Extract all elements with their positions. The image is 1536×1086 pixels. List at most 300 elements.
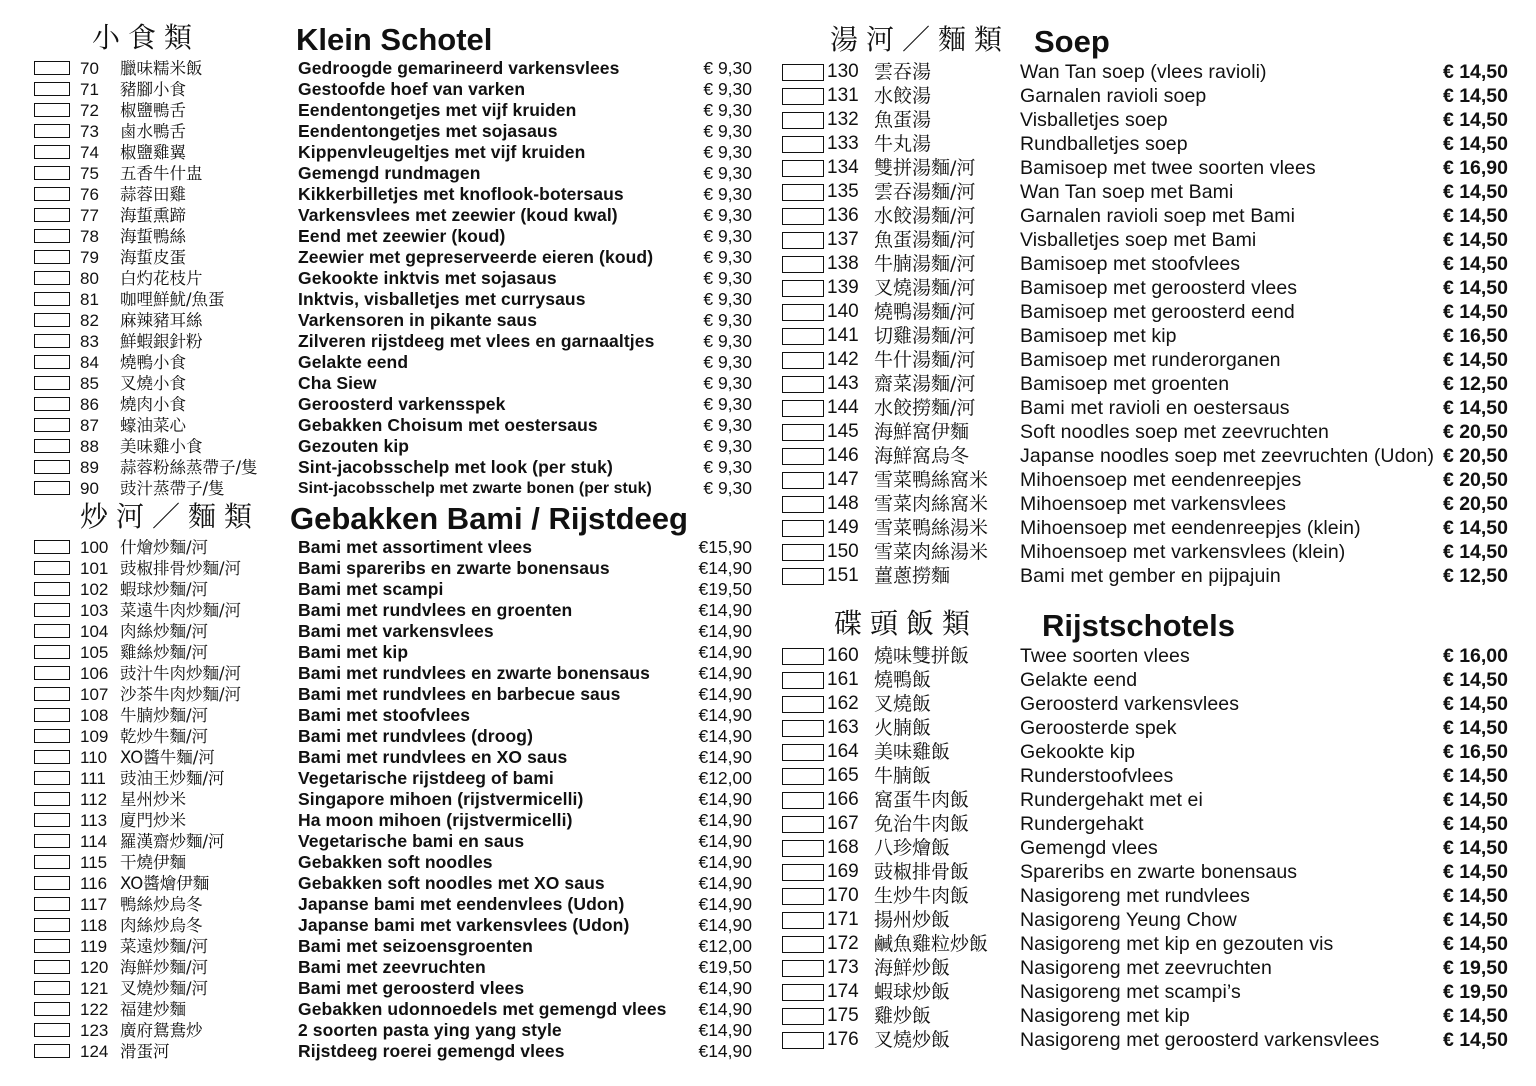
item-name-zh: 燒鴨飯: [874, 669, 932, 691]
item-number: 81: [80, 290, 99, 309]
item-name-zh: 雪菜鴨絲湯米: [874, 517, 989, 539]
order-checkbox[interactable]: [34, 687, 70, 701]
order-checkbox[interactable]: [782, 696, 824, 713]
item-price: € 14,50: [1442, 301, 1508, 323]
menu-item-104: [34, 621, 756, 642]
item-number: 75: [80, 164, 99, 183]
order-checkbox[interactable]: [34, 708, 70, 722]
item-name-nl: Nasigoreng met kip en gezouten vis: [1020, 933, 1334, 955]
menu-item-170: [782, 884, 1512, 908]
item-price: € 14,50: [1442, 541, 1508, 563]
menu-item-165: [782, 764, 1512, 788]
item-price: € 14,50: [1442, 133, 1508, 155]
item-price: € 9,30: [703, 310, 752, 330]
item-name-zh: 沙茶牛肉炒麵/河: [120, 685, 242, 704]
order-checkbox[interactable]: [34, 397, 70, 411]
order-checkbox[interactable]: [34, 561, 70, 575]
item-name-zh: 雪菜鴨絲窩米: [874, 469, 989, 491]
order-checkbox[interactable]: [34, 750, 70, 764]
order-checkbox[interactable]: [34, 145, 70, 159]
order-checkbox[interactable]: [34, 729, 70, 743]
menu-item-135: [782, 180, 1512, 204]
menu-item-149: [782, 516, 1512, 540]
item-name-nl: Bami met ravioli en oestersaus: [1020, 397, 1290, 419]
item-name-nl: Bami met scampi: [298, 579, 444, 599]
order-checkbox[interactable]: [782, 648, 824, 665]
order-checkbox[interactable]: [34, 61, 70, 75]
menu-item-122: [34, 999, 756, 1020]
order-checkbox[interactable]: [34, 771, 70, 785]
order-checkbox[interactable]: [34, 876, 70, 890]
order-checkbox[interactable]: [782, 960, 824, 977]
order-checkbox[interactable]: [34, 582, 70, 596]
order-checkbox[interactable]: [782, 232, 824, 249]
item-name-zh: 麻辣豬耳絲: [120, 311, 203, 330]
order-checkbox[interactable]: [34, 439, 70, 453]
order-checkbox[interactable]: [34, 460, 70, 474]
menu-item-107: [34, 684, 756, 705]
order-checkbox[interactable]: [782, 256, 824, 273]
order-checkbox[interactable]: [782, 400, 824, 417]
item-number: 123: [80, 1021, 109, 1040]
item-price: €14,90: [698, 810, 752, 830]
item-number: 73: [80, 122, 99, 141]
item-name-zh: 豉汁牛肉炒麵/河: [120, 664, 242, 683]
order-checkbox[interactable]: [782, 184, 824, 201]
item-number: 90: [80, 479, 99, 498]
order-checkbox[interactable]: [34, 187, 70, 201]
order-checkbox[interactable]: [782, 720, 824, 737]
item-name-nl: Mihoensoep met varkensvlees: [1020, 493, 1287, 515]
item-name-zh: 豉油王炒麵/河: [120, 769, 225, 788]
item-number: 103: [80, 601, 109, 620]
section-rijstschotels: [782, 604, 1512, 1052]
menu-item-145: [782, 420, 1512, 444]
item-name-nl: Nasigoreng met zeevruchten: [1020, 957, 1272, 979]
menu-item-168: [782, 836, 1512, 860]
item-name-nl: 2 soorten pasta ying yang style: [298, 1020, 562, 1040]
item-number: 141: [827, 325, 859, 346]
item-name-nl: Bamisoep met geroosterd eend: [1020, 301, 1295, 323]
item-price: €14,90: [698, 915, 752, 935]
item-name-zh: 豉椒排骨炒麵/河: [120, 559, 242, 578]
order-checkbox[interactable]: [782, 544, 824, 561]
item-number: 168: [827, 837, 859, 858]
order-checkbox[interactable]: [782, 328, 824, 345]
item-number: 131: [827, 85, 859, 106]
order-checkbox[interactable]: [34, 813, 70, 827]
item-name-zh: 蒜蓉田雞: [120, 185, 186, 204]
order-checkbox[interactable]: [34, 540, 70, 554]
item-name-zh: 叉燒炒麵/河: [120, 979, 209, 998]
item-number: 132: [827, 109, 859, 130]
item-price: €12,00: [698, 936, 752, 956]
menu-item-171: [782, 908, 1512, 932]
order-checkbox[interactable]: [34, 313, 70, 327]
item-number: 115: [80, 853, 108, 872]
order-checkbox[interactable]: [782, 472, 824, 489]
order-checkbox[interactable]: [782, 792, 824, 809]
menu-item-89: [34, 457, 756, 478]
item-name-zh: 免治牛肉飯: [874, 813, 970, 835]
menu-item-109: [34, 726, 756, 747]
item-number: 166: [827, 789, 859, 810]
item-number: 170: [827, 885, 859, 906]
order-checkbox[interactable]: [782, 744, 824, 761]
item-number: 146: [827, 445, 859, 466]
item-number: 111: [80, 769, 106, 788]
order-checkbox[interactable]: [782, 280, 824, 297]
item-price: € 20,50: [1442, 421, 1508, 443]
item-number: 136: [827, 205, 859, 226]
menu-item-87: [34, 415, 756, 436]
item-name-zh: 豉汁蒸帶子/隻: [120, 479, 225, 498]
menu-item-140: [782, 300, 1512, 324]
order-checkbox[interactable]: [782, 568, 824, 585]
item-name-zh: 水餃湯麵/河: [874, 205, 976, 227]
item-name-zh: 肉絲炒烏冬: [120, 916, 203, 935]
order-checkbox[interactable]: [782, 160, 824, 177]
order-checkbox[interactable]: [34, 960, 70, 974]
order-checkbox[interactable]: [34, 897, 70, 911]
item-name-zh: 肉絲炒麵/河: [120, 622, 209, 641]
order-checkbox[interactable]: [34, 603, 70, 617]
item-number: 74: [80, 143, 99, 162]
item-list: [34, 537, 756, 1062]
item-number: 133: [827, 133, 859, 154]
section-header: [782, 604, 1512, 644]
item-name-zh: 臘味糯米飯: [120, 59, 203, 78]
item-price: € 9,30: [703, 478, 752, 498]
item-name-nl: Sint-jacobsschelp met zwarte bonen (per stuk): [298, 480, 652, 497]
menu-item-79: [34, 247, 756, 268]
item-price: € 14,50: [1442, 1029, 1508, 1051]
item-name-zh: XO醬牛麵/河: [120, 748, 215, 767]
menu-item-120: [34, 957, 756, 978]
item-name-nl: Bamisoep met groenten: [1020, 373, 1230, 395]
item-number: 77: [80, 206, 99, 225]
menu-item-121: [34, 978, 756, 999]
item-price: € 14,50: [1442, 837, 1508, 859]
order-checkbox[interactable]: [34, 1044, 70, 1058]
order-checkbox[interactable]: [34, 939, 70, 953]
order-checkbox[interactable]: [34, 981, 70, 995]
item-number: 120: [80, 958, 109, 977]
item-number: 173: [827, 957, 859, 978]
order-checkbox[interactable]: [782, 376, 824, 393]
order-checkbox[interactable]: [782, 136, 824, 153]
order-checkbox[interactable]: [34, 292, 70, 306]
order-checkbox[interactable]: [34, 376, 70, 390]
item-number: 76: [80, 185, 99, 204]
order-checkbox[interactable]: [34, 834, 70, 848]
item-price: € 16,50: [1442, 741, 1508, 763]
item-price: €14,90: [698, 978, 752, 998]
order-checkbox[interactable]: [34, 855, 70, 869]
item-name-nl: Bami met geroosterd vlees: [298, 978, 525, 998]
menu-item-161: [782, 668, 1512, 692]
order-checkbox[interactable]: [782, 208, 824, 225]
item-name-nl: Nasigoreng met scampi’s: [1020, 981, 1241, 1003]
item-price: €14,90: [698, 873, 752, 893]
item-number: 113: [80, 811, 108, 830]
menu-item-100: [34, 537, 756, 558]
item-name-nl: Ha moon mihoen (rijstvermicelli): [298, 810, 573, 830]
order-checkbox[interactable]: [782, 816, 824, 833]
item-number: 140: [827, 301, 859, 322]
item-number: 150: [827, 541, 859, 562]
item-price: € 9,30: [703, 373, 752, 393]
item-name-nl: Geroosterde spek: [1020, 717, 1177, 739]
item-price: € 9,30: [703, 142, 752, 162]
order-checkbox[interactable]: [34, 208, 70, 222]
menu-item-131: [782, 84, 1512, 108]
item-number: 176: [827, 1029, 859, 1050]
menu-item-163: [782, 716, 1512, 740]
item-price: €14,90: [698, 558, 752, 578]
order-checkbox[interactable]: [782, 448, 824, 465]
item-name-nl: Varkensoren in pikante saus: [298, 310, 538, 330]
order-checkbox[interactable]: [782, 888, 824, 905]
item-name-zh: 鹵水鴨舌: [120, 122, 186, 141]
item-price: € 14,50: [1442, 349, 1508, 371]
item-name-zh: 美味雞小食: [120, 437, 203, 456]
item-price: € 20,50: [1442, 469, 1508, 491]
item-name-nl: Bami met assortiment vlees: [298, 537, 533, 557]
item-name-zh: 美味雞飯: [874, 741, 951, 763]
item-name-nl: Gezouten kip: [298, 436, 410, 456]
menu-item-148: [782, 492, 1512, 516]
menu-item-167: [782, 812, 1512, 836]
item-name-zh: 海蜇鴨絲: [120, 227, 186, 246]
item-number: 138: [827, 253, 859, 274]
order-checkbox[interactable]: [34, 645, 70, 659]
item-price: € 14,50: [1442, 669, 1508, 691]
item-price: €14,90: [698, 1041, 752, 1061]
item-name-nl: Geroosterd varkensspek: [298, 394, 506, 414]
menu-item-115: [34, 852, 756, 873]
order-checkbox[interactable]: [782, 1032, 824, 1049]
item-name-nl: Gelakte eend: [298, 352, 409, 372]
item-name-nl: Runderstoofvlees: [1020, 765, 1174, 787]
item-name-zh: 海蜇熏蹄: [120, 206, 186, 225]
order-checkbox[interactable]: [782, 840, 824, 857]
item-name-zh: 燒鴨湯麵/河: [874, 301, 976, 323]
item-price: €14,90: [698, 1020, 752, 1040]
item-price: € 14,50: [1442, 277, 1508, 299]
item-name-zh: 咖哩鮮魷/魚蛋: [120, 290, 225, 309]
item-name-zh: 豬腳小食: [120, 80, 186, 99]
order-checkbox[interactable]: [34, 481, 70, 495]
section-title-nl: Rijstschotels: [1042, 608, 1235, 643]
order-checkbox[interactable]: [34, 1023, 70, 1037]
item-name-nl: Bami met stoofvlees: [298, 705, 471, 725]
order-checkbox[interactable]: [34, 166, 70, 180]
menu-item-133: [782, 132, 1512, 156]
order-checkbox[interactable]: [782, 520, 824, 537]
order-checkbox[interactable]: [782, 496, 824, 513]
item-number: 121: [80, 979, 109, 998]
item-name-nl: Nasigoreng met rundvlees: [1020, 885, 1251, 907]
order-checkbox[interactable]: [34, 334, 70, 348]
item-price: € 9,30: [703, 205, 752, 225]
item-name-zh: 雞炒飯: [874, 1005, 932, 1027]
item-number: 70: [80, 59, 99, 78]
item-name-nl: Mihoensoep met eendenreepjes: [1020, 469, 1302, 491]
item-name-zh: 薑蔥撈麵: [874, 565, 951, 587]
item-name-nl: Wan Tan soep met Bami: [1020, 181, 1234, 203]
item-name-zh: 火腩飯: [874, 717, 932, 739]
menu-item-130: [782, 60, 1512, 84]
item-list: [782, 60, 1512, 588]
menu-item-71: [34, 79, 756, 100]
order-checkbox[interactable]: [782, 864, 824, 881]
menu-item-73: [34, 121, 756, 142]
section-header: [782, 20, 1512, 60]
menu-item-72: [34, 100, 756, 121]
order-checkbox[interactable]: [34, 271, 70, 285]
item-number: 108: [80, 706, 109, 725]
section-title-zh: 炒河／麵類: [80, 500, 261, 533]
item-name-nl: Vegetarische bami en saus: [298, 831, 525, 851]
item-price: € 12,50: [1442, 565, 1508, 587]
menu-item-143: [782, 372, 1512, 396]
item-name-nl: Geroosterd varkensvlees: [1020, 693, 1240, 715]
item-name-zh: 鹹魚雞粒炒飯: [874, 933, 989, 955]
item-number: 105: [80, 643, 109, 662]
item-name-zh: 豉椒排骨飯: [874, 861, 970, 883]
item-number: 102: [80, 580, 109, 599]
menu-item-114: [34, 831, 756, 852]
item-number: 88: [80, 437, 99, 456]
item-price: € 9,30: [703, 79, 752, 99]
menu-item-142: [782, 348, 1512, 372]
item-price: €12,00: [698, 768, 752, 788]
item-name-zh: 菜遠炒麵/河: [120, 937, 209, 956]
item-name-nl: Spareribs en zwarte bonensaus: [1020, 861, 1298, 883]
item-price: € 14,50: [1442, 109, 1508, 131]
order-checkbox[interactable]: [34, 624, 70, 638]
item-name-zh: 牛腩炒麵/河: [120, 706, 209, 725]
item-price: € 9,30: [703, 331, 752, 351]
menu-item-113: [34, 810, 756, 831]
item-name-nl: Gebakken soft noodles: [298, 852, 493, 872]
order-checkbox[interactable]: [782, 936, 824, 953]
order-checkbox[interactable]: [782, 912, 824, 929]
menu-item-108: [34, 705, 756, 726]
item-name-nl: Kippenvleugeltjes met vijf kruiden: [298, 142, 586, 162]
menu-item-111: [34, 768, 756, 789]
menu-item-84: [34, 352, 756, 373]
order-checkbox[interactable]: [34, 666, 70, 680]
item-number: 142: [827, 349, 859, 370]
item-number: 118: [80, 916, 108, 935]
order-checkbox[interactable]: [782, 1008, 824, 1025]
menu-item-83: [34, 331, 756, 352]
item-name-nl: Twee soorten vlees: [1020, 645, 1190, 667]
item-price: €14,90: [698, 663, 752, 683]
menu-item-136: [782, 204, 1512, 228]
order-checkbox[interactable]: [782, 64, 824, 81]
item-price: € 9,30: [703, 289, 752, 309]
order-checkbox[interactable]: [782, 672, 824, 689]
order-checkbox[interactable]: [34, 82, 70, 96]
item-price: € 14,50: [1442, 517, 1508, 539]
order-checkbox[interactable]: [34, 355, 70, 369]
item-name-nl: Gebakken udonnoedels met gemengd vlees: [298, 999, 667, 1019]
order-checkbox[interactable]: [782, 112, 824, 129]
item-price: € 9,30: [703, 163, 752, 183]
item-name-nl: Bami met rundvlees (droog): [298, 726, 533, 746]
item-name-zh: 海鮮窩伊麵: [874, 421, 970, 443]
order-checkbox[interactable]: [34, 250, 70, 264]
menu-item-141: [782, 324, 1512, 348]
item-price: € 14,50: [1442, 181, 1508, 203]
item-number: 174: [827, 981, 859, 1002]
order-checkbox[interactable]: [782, 768, 824, 785]
order-checkbox[interactable]: [34, 1002, 70, 1016]
order-checkbox[interactable]: [34, 229, 70, 243]
item-name-nl: Rundergehakt: [1020, 813, 1144, 835]
item-number: 145: [827, 421, 859, 442]
menu-item-117: [34, 894, 756, 915]
item-name-zh: 羅漢齋炒麵/河: [120, 832, 225, 851]
order-checkbox[interactable]: [34, 918, 70, 932]
item-name-nl: Rundballetjes soep: [1020, 133, 1188, 155]
item-name-zh: 蠔油菜心: [120, 416, 186, 435]
item-name-zh: 雙拼湯麵/河: [874, 157, 976, 179]
menu-item-81: [34, 289, 756, 310]
order-checkbox[interactable]: [34, 124, 70, 138]
item-number: 100: [80, 538, 109, 557]
item-name-zh: 齋菜湯麵/河: [874, 373, 976, 395]
order-checkbox[interactable]: [782, 352, 824, 369]
item-number: 122: [80, 1000, 109, 1019]
order-checkbox[interactable]: [782, 424, 824, 441]
order-checkbox[interactable]: [782, 88, 824, 105]
item-name-nl: Bamisoep met kip: [1020, 325, 1177, 347]
item-price: € 16,00: [1442, 645, 1508, 667]
item-price: €14,90: [698, 684, 752, 704]
order-checkbox[interactable]: [34, 103, 70, 117]
item-number: 171: [827, 909, 859, 930]
section-header: [34, 497, 756, 537]
order-checkbox[interactable]: [782, 304, 824, 321]
item-price: € 9,30: [703, 394, 752, 414]
item-list: [34, 58, 756, 499]
menu-item-137: [782, 228, 1512, 252]
item-number: 85: [80, 374, 99, 393]
item-name-nl: Varkensvlees met zeewier (koud kwal): [298, 205, 618, 225]
item-name-nl: Bami met varkensvlees: [298, 621, 494, 641]
order-checkbox[interactable]: [34, 418, 70, 432]
menu-item-103: [34, 600, 756, 621]
item-price: € 19,50: [1442, 957, 1508, 979]
item-price: €14,90: [698, 747, 752, 767]
item-name-nl: Gemengd rundmagen: [298, 163, 481, 183]
item-number: 82: [80, 311, 99, 330]
item-number: 83: [80, 332, 99, 351]
item-name-nl: Rijstdeeg roerei gemengd vlees: [298, 1041, 565, 1061]
order-checkbox[interactable]: [34, 792, 70, 806]
item-number: 137: [827, 229, 859, 250]
item-name-zh: 海蜇皮蛋: [120, 248, 186, 267]
item-number: 161: [827, 669, 859, 690]
menu-item-138: [782, 252, 1512, 276]
order-checkbox[interactable]: [782, 984, 824, 1001]
item-name-zh: 什燴炒麵/河: [120, 538, 209, 557]
item-price: € 16,50: [1442, 325, 1508, 347]
